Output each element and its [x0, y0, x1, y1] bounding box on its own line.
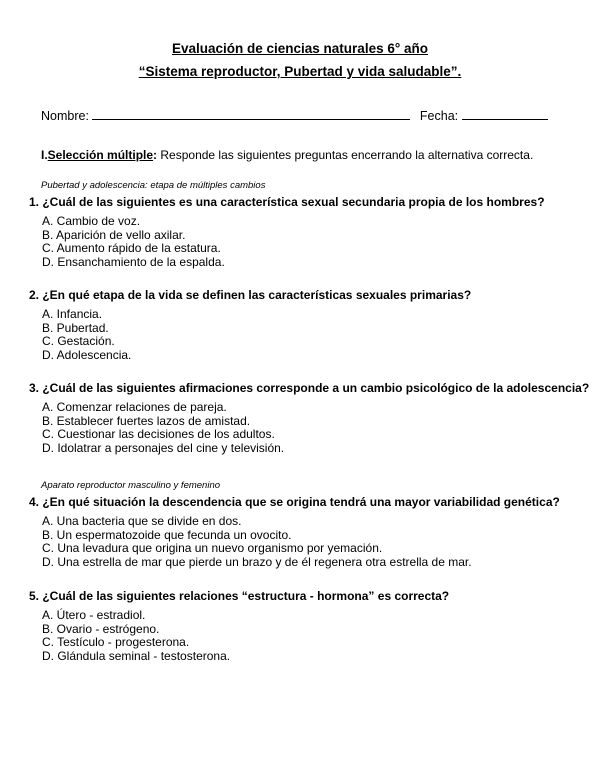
option-b[interactable]: B. Aparición de vello axilar. — [42, 227, 186, 242]
options-list — [42, 308, 589, 362]
option-d[interactable]: D. Idolatrar a personajes del cine y televisión. — [42, 440, 285, 455]
options-list — [42, 215, 589, 269]
date-blank-field[interactable] — [462, 107, 548, 120]
options-list — [42, 401, 589, 455]
question-text: 5. ¿Cuál de las siguientes relaciones “estructura - hormona” es correcta? — [29, 589, 450, 603]
date-label: Fecha: — [419, 109, 459, 123]
exam-subtitle — [0, 64, 600, 79]
question-3 — [29, 381, 589, 455]
option-d[interactable]: D. Ensanchamiento de la espalda. — [42, 254, 225, 269]
section-colon: : — [153, 148, 158, 162]
question-2 — [29, 288, 589, 362]
student-info-line — [41, 107, 561, 123]
name-label: Nombre: — [41, 109, 89, 123]
option-a[interactable]: A. Comenzar relaciones de pareja. — [42, 400, 227, 414]
option-a[interactable]: A. Útero - estradiol. — [42, 608, 146, 622]
exam-title: Evaluación de ciencias naturales 6° año — [171, 41, 428, 56]
options-list — [42, 515, 589, 569]
question-text: 3. ¿Cuál de las siguientes afirmaciones corresponde a un cambio psicológico de la adolescencia? — [29, 381, 590, 395]
options-list — [42, 609, 589, 663]
section-instructions: Responde las siguientes preguntas encerrando la alternativa correcta. — [157, 148, 534, 162]
question-text: 2. ¿En qué etapa de la vida se definen las características sexuales primarias? — [29, 288, 472, 302]
question-text: 4. ¿En qué situación la descendencia que se origina tendrá una mayor variabilidad genética? — [29, 495, 560, 509]
option-b[interactable]: B. Un espermatozoide que fecunda un ovocito. — [42, 527, 292, 542]
option-b[interactable]: B. Establecer fuertes lazos de amistad. — [42, 413, 251, 428]
exam-subtitle-text: “Sistema reproductor, Pubertad y vida saludable” — [138, 64, 458, 79]
option-d[interactable]: D. Glándula seminal - testosterona. — [42, 648, 231, 663]
option-b[interactable]: B. Ovario - estrógeno. — [42, 621, 160, 636]
option-d[interactable]: D. Adolescencia. — [42, 347, 132, 362]
exam-subtitle-period: . — [457, 64, 462, 79]
section-heading — [41, 148, 533, 162]
option-c[interactable]: C. Aumento rápido de la estatura. — [42, 241, 221, 255]
name-blank-field[interactable] — [92, 107, 410, 120]
section-keyword: Selección múltiple — [47, 148, 154, 162]
question-1 — [29, 195, 589, 269]
option-c[interactable]: C. Cuestionar las decisiones de los adultos. — [42, 427, 275, 441]
question-5 — [29, 589, 589, 663]
option-d[interactable]: D. Una estrella de mar que pierde un brazo y de él regenera otra estrella de mar. — [42, 554, 472, 569]
option-b[interactable]: B. Pubertad. — [42, 320, 109, 335]
topic-label: Pubertad y adolescencia: etapa de múltiples cambios — [41, 180, 266, 191]
question-4 — [29, 495, 589, 569]
option-c[interactable]: C. Una levadura que origina un nuevo organismo por yemación. — [42, 541, 383, 555]
topic-label: Aparato reproductor masculino y femenino — [41, 480, 221, 491]
option-a[interactable]: A. Una bacteria que se divide en dos. — [42, 514, 242, 528]
option-c[interactable]: C. Gestación. — [42, 334, 115, 348]
option-c[interactable]: C. Testículo - progesterona. — [42, 635, 190, 649]
option-a[interactable]: A. Infancia. — [42, 307, 103, 321]
section-number: I. — [41, 148, 48, 162]
option-a[interactable]: A. Cambio de voz. — [42, 214, 141, 228]
question-text: 1. ¿Cuál de las siguientes es una característica sexual secundaria propia de los hombres? — [29, 195, 545, 209]
